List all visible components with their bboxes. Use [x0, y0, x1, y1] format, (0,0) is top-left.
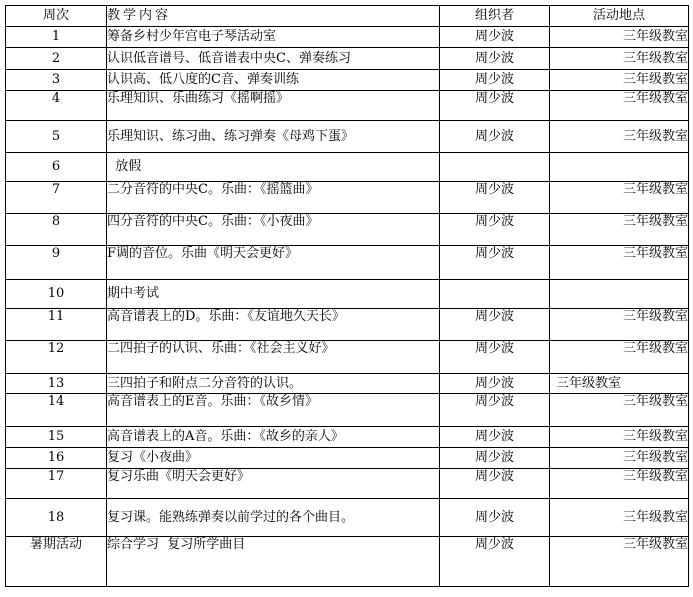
table-row [6, 70, 689, 91]
week-cell: 2 [6, 48, 107, 70]
table-row [6, 121, 689, 153]
week-cell: 18 [6, 499, 107, 537]
header-row [6, 6, 689, 27]
table-row [6, 246, 689, 280]
content-cell: 认识低音谱号、低音谱表中央C、弹奏练习 [107, 48, 440, 70]
organizer-cell: 周少波 [440, 469, 550, 499]
organizer-cell: 周少波 [440, 182, 550, 214]
week-cell: 5 [6, 121, 107, 153]
table-row [6, 394, 689, 427]
organizer-cell [440, 280, 550, 309]
content-cell: 期中考试 [107, 280, 440, 309]
location-cell: 三年级教室 [550, 469, 689, 499]
location-cell: 三年级教室 [550, 448, 689, 469]
content-cell: 高音谱表上的A音。乐曲：《故乡的亲人》 [107, 427, 440, 448]
location-cell: 三年级教室 [550, 246, 689, 280]
content-cell: 四分音符的中央C。乐曲：《小夜曲》 [107, 214, 440, 246]
week-cell: 暑期活动 [6, 537, 107, 587]
location-cell: 三年级教室 [550, 27, 689, 48]
week-cell: 4 [6, 91, 107, 121]
content-cell: F调的音位。乐曲《明天会更好》 [107, 246, 440, 280]
organizer-cell: 周少波 [440, 70, 550, 91]
organizer-cell: 周少波 [440, 214, 550, 246]
header-organizer: 组织者 [440, 6, 550, 27]
organizer-cell: 周少波 [440, 394, 550, 427]
week-cell: 10 [6, 280, 107, 309]
schedule-table [5, 5, 689, 587]
table-row [6, 427, 689, 448]
content-cell: 认识高、低八度的C音、弹奏训练 [107, 70, 440, 91]
organizer-cell: 周少波 [440, 246, 550, 280]
location-cell: 三年级教室 [550, 182, 689, 214]
location-cell: 三年级教室 [550, 499, 689, 537]
week-cell: 17 [6, 469, 107, 499]
table-row [6, 182, 689, 214]
table-row [6, 537, 689, 587]
organizer-cell: 周少波 [440, 91, 550, 121]
organizer-cell: 周少波 [440, 48, 550, 70]
content-cell: 复习《小夜曲》 [107, 448, 440, 469]
header-location: 活动地点 [550, 6, 689, 27]
header-content: 教学内容 [107, 6, 440, 27]
week-cell: 12 [6, 341, 107, 374]
week-cell: 16 [6, 448, 107, 469]
content-cell: 放假 [107, 153, 440, 182]
content-cell: 乐理知识、练习曲、练习弹奏《母鸡下蛋》 [107, 121, 440, 153]
location-cell: 三年级教室 [550, 394, 689, 427]
content-cell: 复习课。能熟练弹奏以前学过的各个曲目。 [107, 499, 440, 537]
location-cell [550, 153, 689, 182]
week-cell: 15 [6, 427, 107, 448]
content-cell: 二四拍子的认识、乐曲：《社会主义好》 [107, 341, 440, 374]
location-cell: 三年级教室 [550, 341, 689, 374]
header-week: 周次 [6, 6, 107, 27]
organizer-cell: 周少波 [440, 309, 550, 341]
organizer-cell: 周少波 [440, 537, 550, 587]
content-cell: 高音谱表上的D。乐曲：《友谊地久天长》 [107, 309, 440, 341]
content-cell: 综合学习 复习所学曲目 [107, 537, 440, 587]
content-cell: 筹备乡村少年宫电子琴活动室 [107, 27, 440, 48]
location-cell: 三年级教室 [550, 427, 689, 448]
content-cell: 复习乐曲《明天会更好》 [107, 469, 440, 499]
table-row [6, 280, 689, 309]
organizer-cell: 周少波 [440, 448, 550, 469]
content-cell: 高音谱表上的E音。乐曲：《故乡情》 [107, 394, 440, 427]
content-cell: 三四拍子和附点二分音符的认识。 [107, 374, 440, 394]
organizer-cell: 周少波 [440, 499, 550, 537]
week-cell: 9 [6, 246, 107, 280]
organizer-cell: 周少波 [440, 427, 550, 448]
location-cell: 三年级教室 [550, 48, 689, 70]
organizer-cell: 周少波 [440, 121, 550, 153]
content-cell: 二分音符的中央C。乐曲：《摇篮曲》 [107, 182, 440, 214]
location-cell [550, 280, 689, 309]
table-row [6, 341, 689, 374]
week-cell: 3 [6, 70, 107, 91]
table-row [6, 309, 689, 341]
week-cell: 11 [6, 309, 107, 341]
week-cell: 1 [6, 27, 107, 48]
location-cell: 三年级教室 [550, 309, 689, 341]
organizer-cell: 周少波 [440, 27, 550, 48]
table-row [6, 27, 689, 48]
week-cell: 7 [6, 182, 107, 214]
week-cell: 6 [6, 153, 107, 182]
location-cell: 三年级教室 [550, 121, 689, 153]
organizer-cell [440, 153, 550, 182]
table-row [6, 469, 689, 499]
location-cell: 三年级教室 [550, 374, 689, 394]
table-row [6, 153, 689, 182]
location-cell: 三年级教室 [550, 70, 689, 91]
organizer-cell: 周少波 [440, 341, 550, 374]
week-cell: 13 [6, 374, 107, 394]
table-row [6, 91, 689, 121]
organizer-cell: 周少波 [440, 374, 550, 394]
table-row [6, 374, 689, 394]
location-cell: 三年级教室 [550, 91, 689, 121]
week-cell: 14 [6, 394, 107, 427]
table-row [6, 214, 689, 246]
location-cell: 三年级教室 [550, 537, 689, 587]
content-cell: 乐理知识、乐曲练习《摇啊摇》 [107, 91, 440, 121]
table-row [6, 448, 689, 469]
week-cell: 8 [6, 214, 107, 246]
location-cell: 三年级教室 [550, 214, 689, 246]
table-row [6, 48, 689, 70]
table-row [6, 499, 689, 537]
